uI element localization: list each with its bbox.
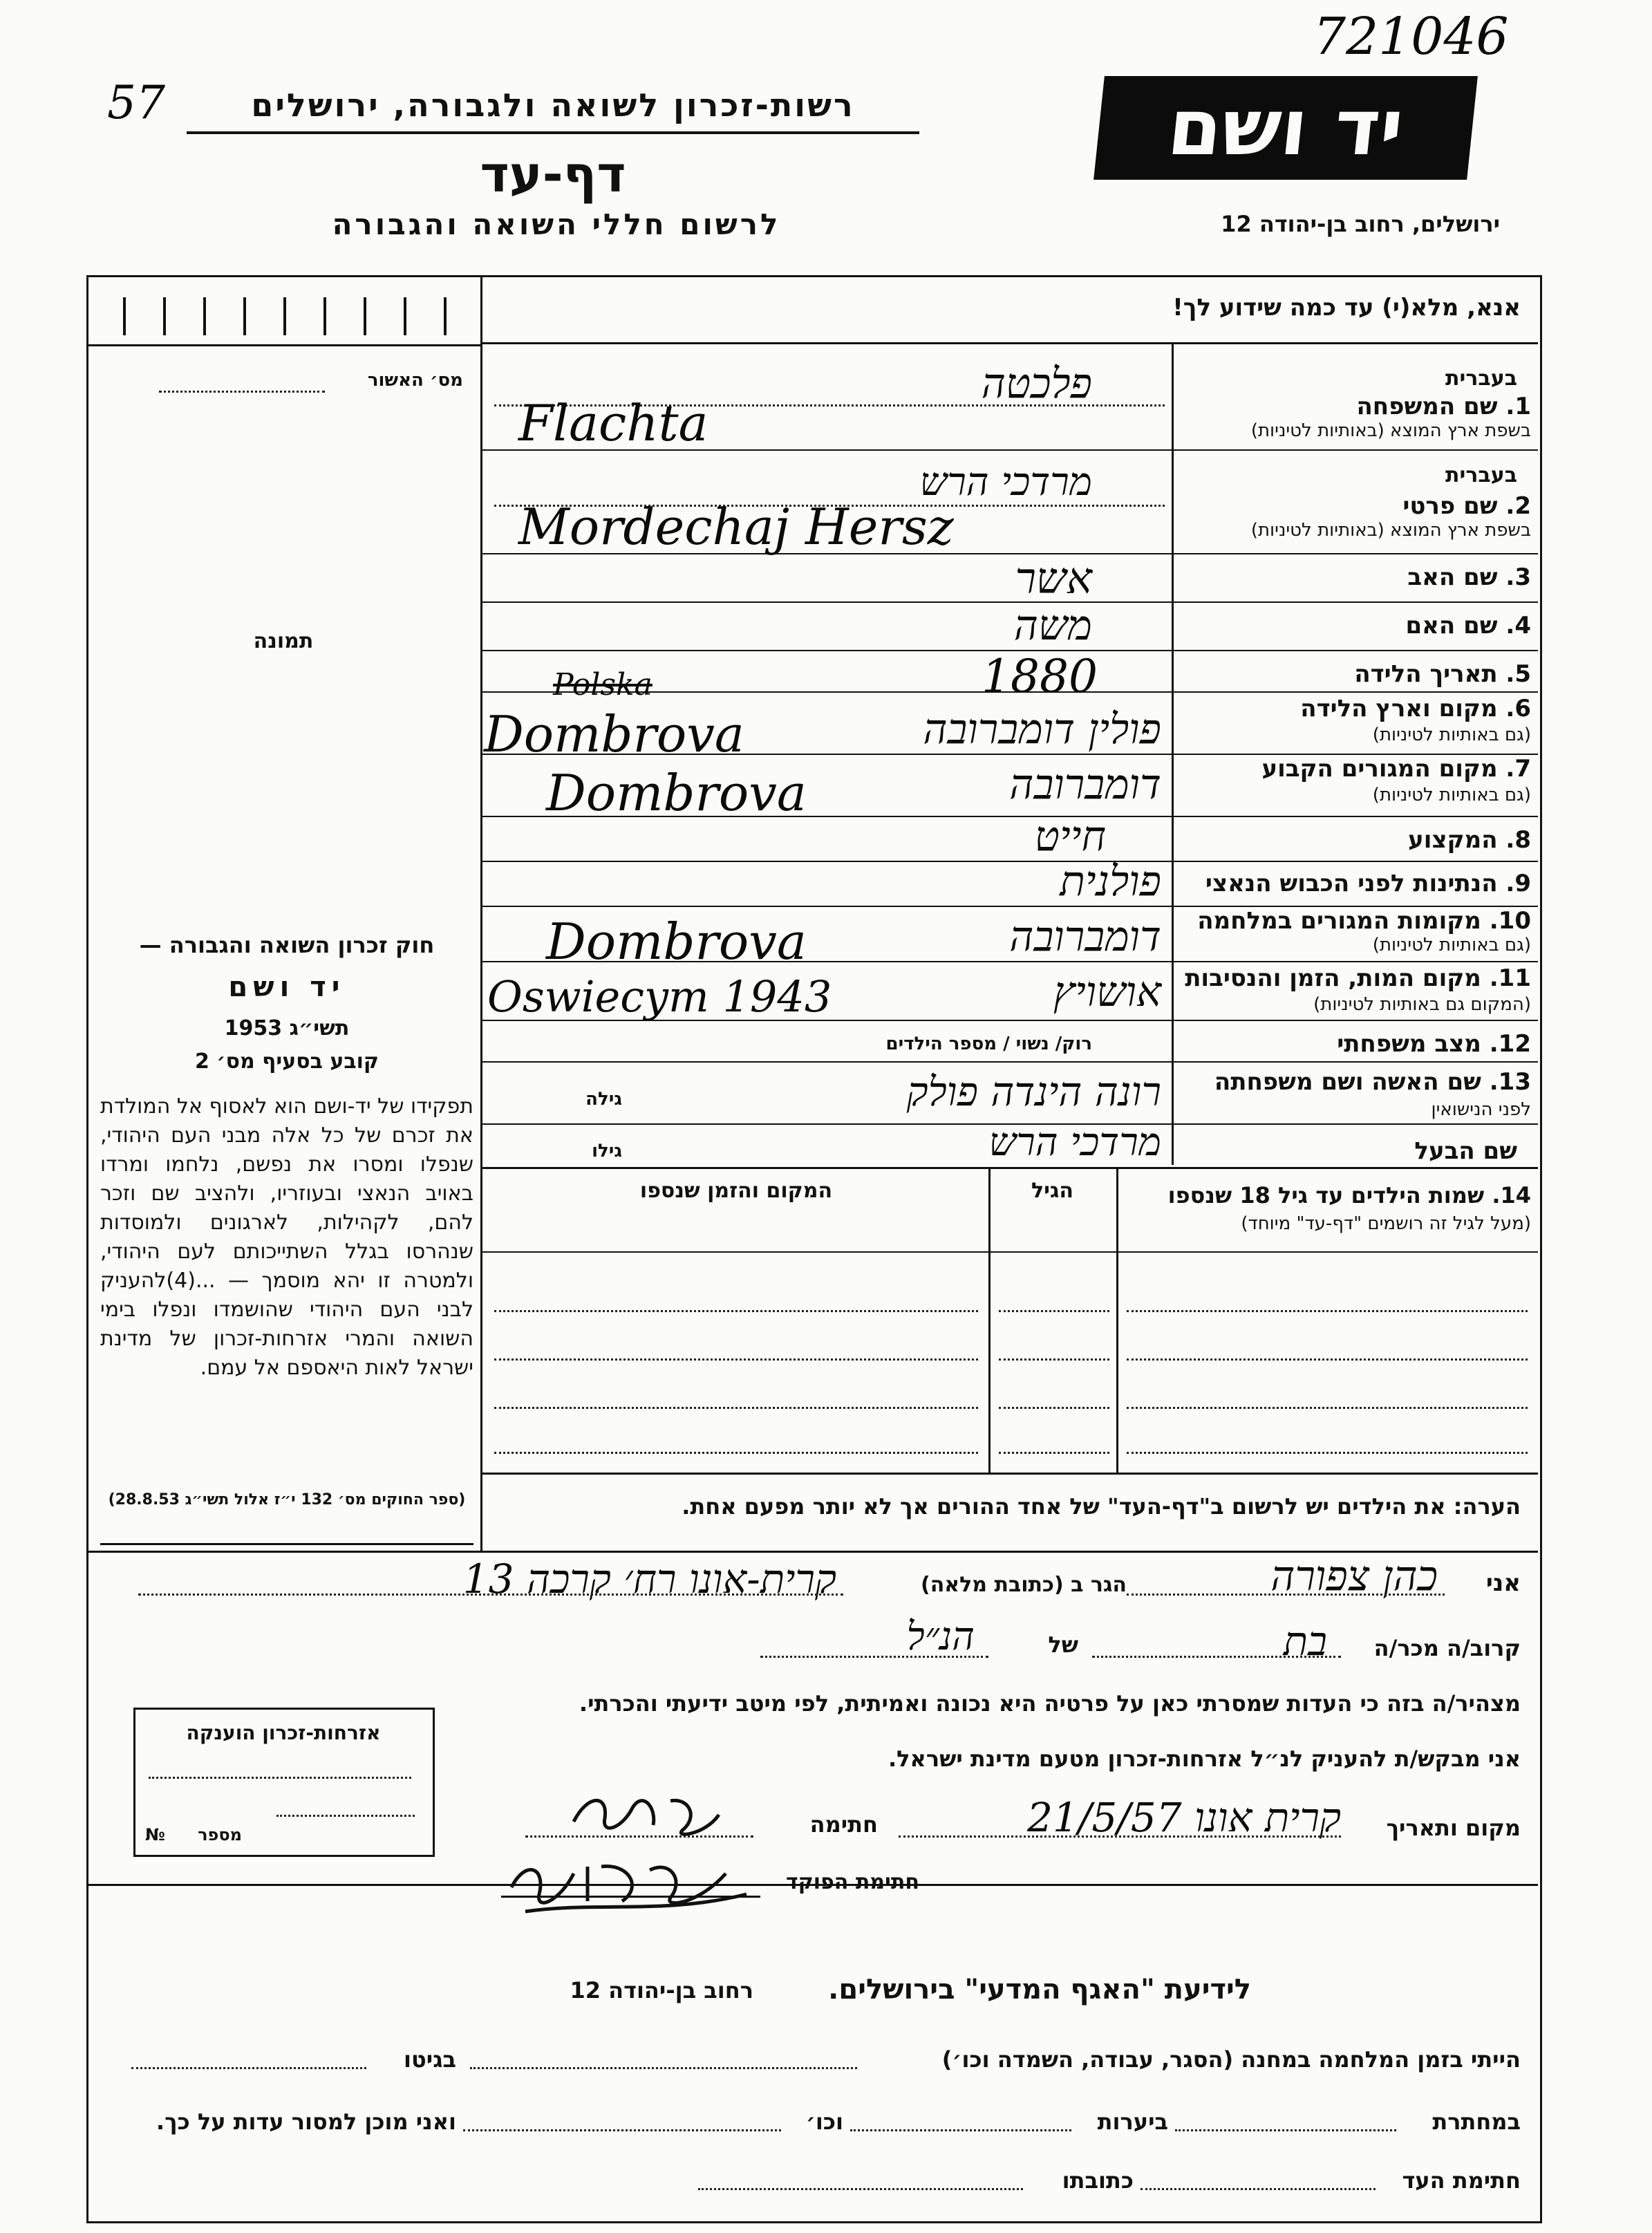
field-6-latin-value: Dombrova [484, 705, 744, 763]
of-value: הנ״ל [906, 1614, 975, 1659]
field-2-sub: בשפת ארץ המוצא (באותיות לטיניות) [1250, 520, 1531, 541]
field-11-value: אושויץ [1053, 968, 1161, 1016]
children-label: 14. שמות הילדים עד גיל 18 שנספו [1167, 1182, 1531, 1208]
footer-line1: הייתי בזמן המלחמה במחנה (הסגר, עבודה, השמדה וכו׳) [941, 2046, 1521, 2073]
field-12-value: רוק/ נשוי / מספר הילדים [885, 1034, 1092, 1054]
archive-number: 721046 [1313, 7, 1509, 66]
footer-etc: וכו׳ [805, 2109, 843, 2135]
husband-age-label: גילו [592, 1141, 622, 1161]
field-7-latin-value: Dombrova [546, 764, 807, 822]
declarant-i-label: אני [1485, 1569, 1521, 1597]
photo-label: תמונה [253, 629, 314, 653]
footer-ghetto: בגיטו [404, 2046, 456, 2073]
law-name: יד ושם [228, 971, 346, 1003]
citizenship-title: אזרחות-זכרון הוענקה [186, 1721, 381, 1744]
approval-label: מס׳ האשור [367, 370, 463, 391]
field-2-hebrew-label: בעברית [1445, 463, 1517, 487]
field-6-sub: (גם באותיות לטיניות) [1372, 725, 1531, 745]
law-title: חוק זכרון השואה והגבורה — [139, 932, 435, 958]
footer-address: רחוב בן-יהודה 12 [570, 1977, 753, 2003]
field-10-latin-value: Dombrova [546, 913, 807, 971]
field-6-extra: Polska [553, 667, 653, 702]
field-8-value: חייט [1034, 812, 1106, 861]
field-8-label: 8. המקצוע [1408, 826, 1531, 854]
declarant-signature [567, 1787, 726, 1842]
footer-forests: ביערות [1097, 2109, 1168, 2135]
footer-hiding: במחתרת [1432, 2109, 1521, 2135]
field-10-label: 10. מקומות המגורים במלחמה [1197, 907, 1531, 935]
form-title: דף-עד [480, 145, 626, 203]
children-sub: (מעל לגיל זה רושמים "דף-עד" מיוחד) [1241, 1213, 1531, 1234]
field-7-label: 7. מקום המגורים הקבוע [1261, 755, 1531, 783]
field-7-sub: (גם באותיות לטיניות) [1372, 785, 1531, 805]
field-2-hebrew-value: מרדכי הרש [919, 460, 1092, 505]
field-7-value: דומברובה [1009, 760, 1161, 809]
margin-number: 57 [107, 76, 165, 129]
officer-signature [498, 1846, 760, 1922]
field-4-value: משה [1013, 601, 1092, 650]
field-6-value: פולין דומברובה [923, 705, 1161, 754]
field-13-value: רונה הינדה פולק [906, 1068, 1161, 1115]
footer-sig-label: חתימת העד [1402, 2167, 1521, 2194]
law-year: תשי״ג 1953 [224, 1016, 350, 1040]
field-4-label: 4. שם האם [1405, 612, 1531, 639]
field-13-label: 13. שם האשה ושם משפחתה [1214, 1068, 1531, 1096]
field-11-sub: (המקום גם באותיות לטיניות) [1313, 994, 1531, 1015]
field-1-hebrew-label: בעברית [1445, 366, 1517, 391]
citizenship-no-label: № [145, 1825, 165, 1844]
declaration-request: אני מבקש/ת להעניק לנ״ל אזרחות-זכרון מטעם מדינת ישראל. [888, 1746, 1521, 1772]
relation-value: בת [1283, 1618, 1327, 1665]
field-10-sub: (גם באותיות לטיניות) [1372, 935, 1531, 955]
declarant-address: קרית-אונו רח׳ קרכה 13 [462, 1555, 836, 1603]
field-1-label: 1. שם המשפחה [1356, 393, 1531, 420]
field-1-sub: בשפת ארץ המוצא (באותיות לטיניות) [1250, 420, 1531, 441]
yad-vashem-logo: יד ושם [1093, 76, 1478, 180]
field-11-latin-value: Oswiecym 1943 [487, 971, 832, 1022]
field-9-label: 9. הנתינות לפני הכבוש הנאצי [1205, 870, 1531, 897]
field-6-label: 6. מקום וארץ הלידה [1300, 695, 1531, 722]
note-text: הערה: את הילדים יש לרשום ב"דף-העד" של אחד ההורים אך לא יותר מפעם אחת. [682, 1493, 1521, 1520]
field-2-label: 2. שם פרטי [1402, 492, 1531, 520]
footer-addr-label: כתובתו [1062, 2167, 1134, 2194]
field-13-sub: לפני הנישואין [1431, 1099, 1531, 1120]
law-clause: קובע בסעיף מס׳ 2 [194, 1049, 379, 1074]
place-date-value: קרית אונו 21/5/57 [1027, 1794, 1341, 1841]
footer-ready: ואני מוכן למסור עדות על כך. [156, 2109, 456, 2135]
field-5-label: 5. תאריך הלידה [1354, 660, 1531, 688]
husband-label: שם הבעל [1414, 1137, 1517, 1165]
field-10-value: דומברובה [1009, 913, 1161, 961]
citizenship-number-label: מספר [198, 1825, 242, 1844]
of-label: של [1048, 1632, 1078, 1658]
place-date-label: מקום ותאריך [1386, 1815, 1521, 1841]
institution-name: רשות-זכרון לשואה ולגבורה, ירושלים [251, 86, 855, 124]
declarant-name: כהן צפורה [1270, 1552, 1438, 1600]
children-col-age: הגיל [1031, 1179, 1073, 1203]
field-1-latin-value: Flachta [518, 394, 708, 452]
field-12-label: 12. מצב משפחתי [1337, 1030, 1531, 1058]
declaration-statement: מצהיר/ה בזה כי העדות שמסרתי כאן על פרטיה היא נכונה ואמיתית, לפי מיטב ידיעתי והכרתי. [579, 1690, 1521, 1717]
law-text: תפקידו של יד-ושם הוא לאסוף אל המולדת את זכרם של כל אלה מבני העם היהודי, שנפלו ומסרו את נפשם, נלחמו ומרדו באויב הנאצי ובעוזריו, ולהציב שם וזכר להם, לקהילות, לארגונים ולמוסדות שנהרסו בגלל השתייכותם לעם היהודי, ולמטרה זו יהא מוסמך — ...(4)להעניק לבני העם היהודי שהושמדו ונפלו בימי השואה והמרי אזרחות-זכרון של מדינת ישראל לאות היאספם אל עמם. [100, 1094, 473, 1380]
field-3-label: 3. שם האב [1407, 563, 1531, 591]
relation-label: קרוב/ה מכר/ה [1373, 1635, 1521, 1661]
field-2-latin-value: Mordechaj Hersz [518, 498, 954, 556]
field-1-hebrew-value: פלכטה [981, 359, 1092, 408]
approval-ticks [118, 290, 456, 339]
field-9-value: פולנית [1060, 857, 1161, 906]
field-13-age-label: גילה [585, 1089, 622, 1110]
children-col-place: המקום והזמן שנספו [639, 1179, 833, 1203]
form-subtitle: לרשום חללי השואה והגבורה [332, 207, 781, 241]
field-11-label: 11. מקום המות, הזמן והנסיבות [1185, 964, 1531, 992]
field-3-value: אשר [1015, 553, 1092, 604]
field-5-value: 1880 [982, 650, 1098, 703]
signature-label: חתימה [809, 1811, 878, 1838]
address-header: ירושלים, רחוב בן-יהודה 12 [1221, 211, 1500, 237]
resides-label: הגר ב (כתובת מלאה) [920, 1573, 1127, 1597]
law-reference: (ספר החוקים מס׳ 132 י״ז אלול תשי״ג 28.8.53) [108, 1491, 466, 1508]
husband-value: מרדכי הרש [988, 1120, 1161, 1165]
officer-label: חתימת הפוקד [786, 1870, 919, 1894]
footer-title: לידיעת "האגף המדעי" בירושלים. [828, 1974, 1251, 2006]
intro-instruction: אנא, מלא(י) עד כמה שידוע לך! [1172, 294, 1521, 321]
